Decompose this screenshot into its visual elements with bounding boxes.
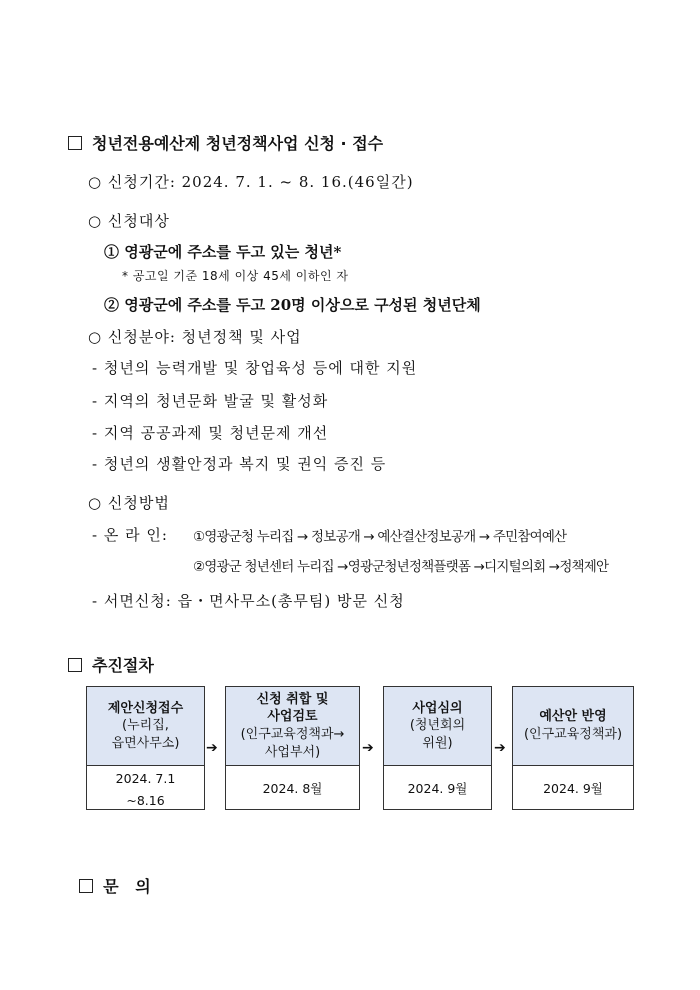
section-title-apply — [68, 131, 383, 154]
step-title: 사업심의 — [412, 700, 463, 716]
field-item-4: - 청년의 생활안정과 복지 및 권익 증진 등 — [92, 455, 387, 473]
step-date: 2024. 9월 — [543, 780, 603, 796]
target-item-1-note: * 공고일 기준 18세 이상 45세 이하인 자 — [122, 269, 349, 283]
procedure-step-4 — [512, 686, 634, 810]
section-title-procedure — [68, 653, 154, 676]
step-sub: 사업부서) — [264, 744, 321, 760]
step-date: 2024. 7.1 — [115, 771, 176, 786]
step-date: 2024. 9월 — [407, 780, 468, 796]
section-title-text: 추진절차 — [92, 656, 154, 675]
step-sub: 읍면사무소) — [111, 735, 180, 751]
step-sub: (인구교육정책과→ — [240, 727, 345, 742]
target-item-1: ① 영광군에 주소를 두고 있는 청년* — [104, 243, 342, 261]
step-sub: 위원) — [422, 735, 453, 751]
step-header — [87, 687, 204, 766]
arrow-right-icon: ➔ — [494, 740, 506, 756]
step-sub: (청년회의 — [409, 718, 466, 734]
field-item-3: - 지역 공공과제 및 청년문제 개선 — [92, 424, 329, 442]
target-heading: ○ 신청대상 — [88, 212, 170, 230]
field-item-1: - 청년의 능력개발 및 창업육성 등에 대한 지원 — [92, 359, 418, 377]
step-sub: (인구교육정책과) — [523, 727, 623, 742]
step-title: 예산안 반영 — [539, 709, 607, 725]
procedure-step-2 — [225, 686, 360, 810]
step-header — [513, 687, 633, 766]
procedure-step-3 — [383, 686, 492, 810]
checkbox-square-icon — [79, 879, 93, 893]
checkbox-square-icon — [68, 136, 82, 150]
section-title-inquiry — [68, 855, 151, 897]
procedure-step-1 — [86, 686, 205, 810]
section-title-text: 청년전용예산제 청년정책사업 신청 · 접수 — [92, 134, 384, 153]
step-header — [384, 687, 491, 766]
offline-method: - 서면신청: 읍・면사무소(총무팀) 방문 신청 — [92, 592, 405, 610]
online-path-2: ②영광군 청년센터 누리집 →영광군청년정책플랫폼 →디지털의회 →정책제안 — [193, 559, 609, 575]
section-title-text: 문 의 — [103, 877, 151, 896]
field-item-2: - 지역의 청년문화 발굴 및 활성화 — [92, 392, 329, 410]
step-header — [226, 687, 359, 766]
step-title: 신청 취합 및 — [256, 691, 329, 707]
step-title: 제안신청접수 — [107, 700, 184, 716]
apply-period: ○ 신청기간: 2024. 7. 1. ~ 8. 16.(46일간) — [88, 173, 414, 191]
step-date: 2024. 8월 — [262, 780, 323, 796]
field-heading: ○ 신청분야: 청년정책 및 사업 — [88, 328, 302, 346]
checkbox-square-icon — [68, 658, 82, 672]
step-date-end: ~8.16 — [126, 793, 165, 808]
target-item-2: ② 영광군에 주소를 두고 20명 이상으로 구성된 청년단체 — [104, 296, 481, 314]
online-label: - 온 라 인: — [92, 526, 168, 544]
arrow-right-icon: ➔ — [362, 740, 374, 756]
method-heading: ○ 신청방법 — [88, 494, 170, 512]
step-title: 사업검토 — [267, 709, 318, 725]
online-path-1: ①영광군청 누리집 → 정보공개 → 예산결산정보공개 → 주민참여예산 — [193, 529, 567, 545]
step-sub: (누리집, — [122, 718, 169, 734]
arrow-right-icon: ➔ — [206, 740, 218, 756]
